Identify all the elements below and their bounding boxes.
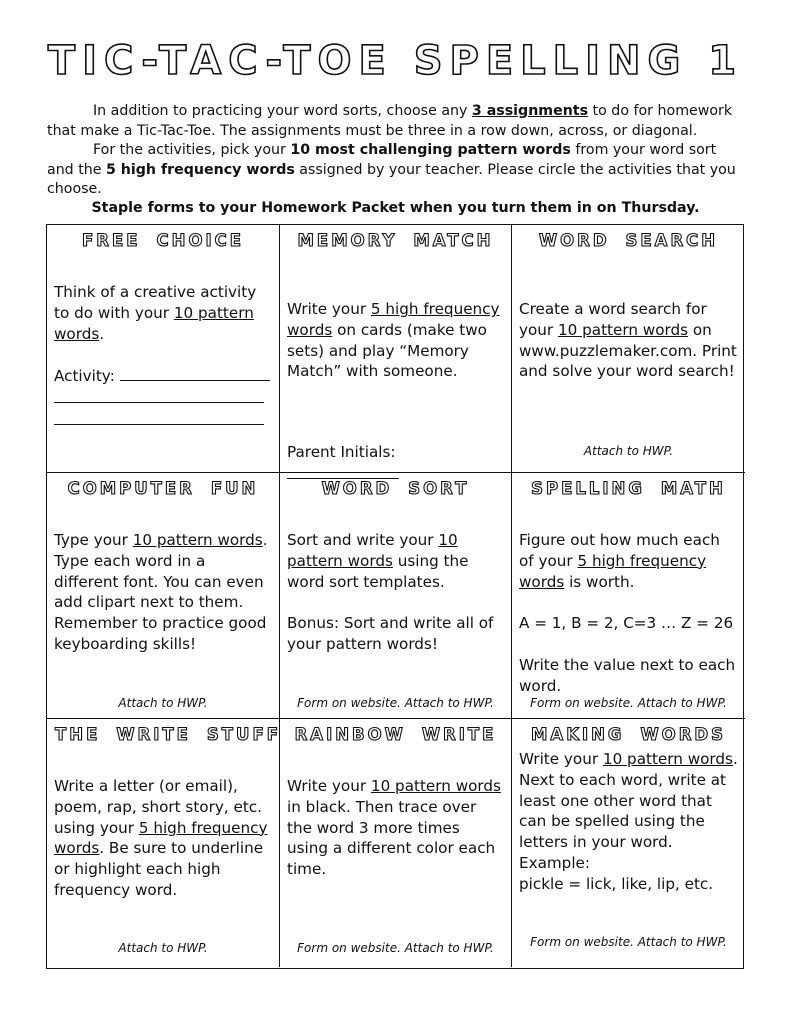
- activity-blank[interactable]: [54, 387, 264, 403]
- cell-title: MAKING WORDS: [531, 725, 726, 744]
- cell-title: SPELLING MATH: [531, 479, 726, 498]
- cell-body: Create a word search for your 10 pattern words on www.puzzlemaker.com. Print and solve your word search!: [519, 300, 737, 381]
- cell-footer: Form on website. Attach to HWP.: [530, 696, 727, 710]
- cell-body: Figure out how much each of your 5 high frequency words is worth. A = 1, B = 2, C=3 … Z = 26 Write the value next to each word.: [519, 531, 736, 695]
- cell-body: Sort and write your 10 pattern words using the word sort templates. Bonus: Sort and write all of your pattern words!: [287, 531, 494, 653]
- cell-title: WORD SEARCH: [538, 231, 719, 250]
- cell-body: Think of a creative activity to do with your 10 pattern words. Activity:: [54, 282, 273, 431]
- cell-body: Write your 5 high frequency words on cards (make two sets) and play “Memory Match” with someone.: [287, 300, 500, 381]
- cell-footer: Attach to HWP.: [583, 444, 674, 458]
- cell-title: THE WRITE STUFF: [55, 725, 282, 744]
- cell-rainbow-write[interactable]: [280, 719, 512, 967]
- cell-memory-match[interactable]: [280, 225, 512, 473]
- cell-word-sort[interactable]: [280, 473, 512, 719]
- activity-blank[interactable]: [120, 365, 270, 381]
- cell-making-words[interactable]: [512, 719, 745, 967]
- cell-footer: Form on website. Attach to HWP.: [297, 941, 494, 955]
- staple-instruction: Staple forms to your Homework Packet when you turn them in on Thursday.: [91, 200, 700, 216]
- cell-spelling-math[interactable]: [512, 473, 745, 719]
- cell-body: Write your 10 pattern words in black. Then trace over the word 3 more times using a different color each time.: [287, 777, 501, 879]
- cell-title: RAINBOW WRITE: [294, 725, 497, 744]
- intro-paragraph-2: For the activities, pick your 10 most challenging pattern words from your word sort and the 5 high frequency words assigned by your teacher. Please circle the activities that you choose.: [47, 142, 736, 198]
- cell-title: WORD SORT: [321, 479, 470, 498]
- cell-title: MEMORY MATCH: [297, 231, 494, 250]
- cell-word-search[interactable]: [512, 225, 745, 473]
- cell-write-stuff[interactable]: [47, 719, 280, 967]
- cell-body: Write your 10 pattern words. Next to each word, write at least one other word that can be spelled using the letters in your word. Example: pickle = lick, like, lip, etc.: [519, 750, 738, 893]
- tic-tac-toe-grid: [46, 224, 744, 969]
- cell-computer-fun[interactable]: [47, 473, 280, 719]
- intro-paragraph-1: In addition to practicing your word sorts, choose any 3 assignments to do for homework that make a Tic-Tac-Toe. The assignments must be three in a row down, across, or diagonal.: [47, 103, 733, 139]
- cell-footer: Attach to HWP.: [118, 696, 208, 710]
- parent-initials: Parent Initials:: [287, 442, 505, 485]
- cell-free-choice[interactable]: [47, 225, 280, 473]
- cell-body: Type your 10 pattern words. Type each word in a different font. You can even add clipart next to them. Remember to practice good keyboarding skills!: [54, 531, 268, 653]
- cell-title: FREE CHOICE: [82, 231, 244, 250]
- activity-blank[interactable]: [54, 409, 264, 425]
- cell-footer: Form on website. Attach to HWP.: [297, 696, 494, 710]
- intro-text: [47, 102, 737, 200]
- page-title: TIC-TAC-TOE SPELLING 1: [47, 38, 744, 84]
- cell-footer: Form on website. Attach to HWP.: [530, 935, 727, 949]
- cell-footer: Attach to HWP.: [118, 941, 208, 955]
- cell-body: Write a letter (or email), poem, rap, short story, etc. using your 5 high frequency words. Be sure to underline or highlight each high frequency word.: [54, 777, 268, 899]
- cell-title: COMPUTER FUN: [67, 479, 259, 498]
